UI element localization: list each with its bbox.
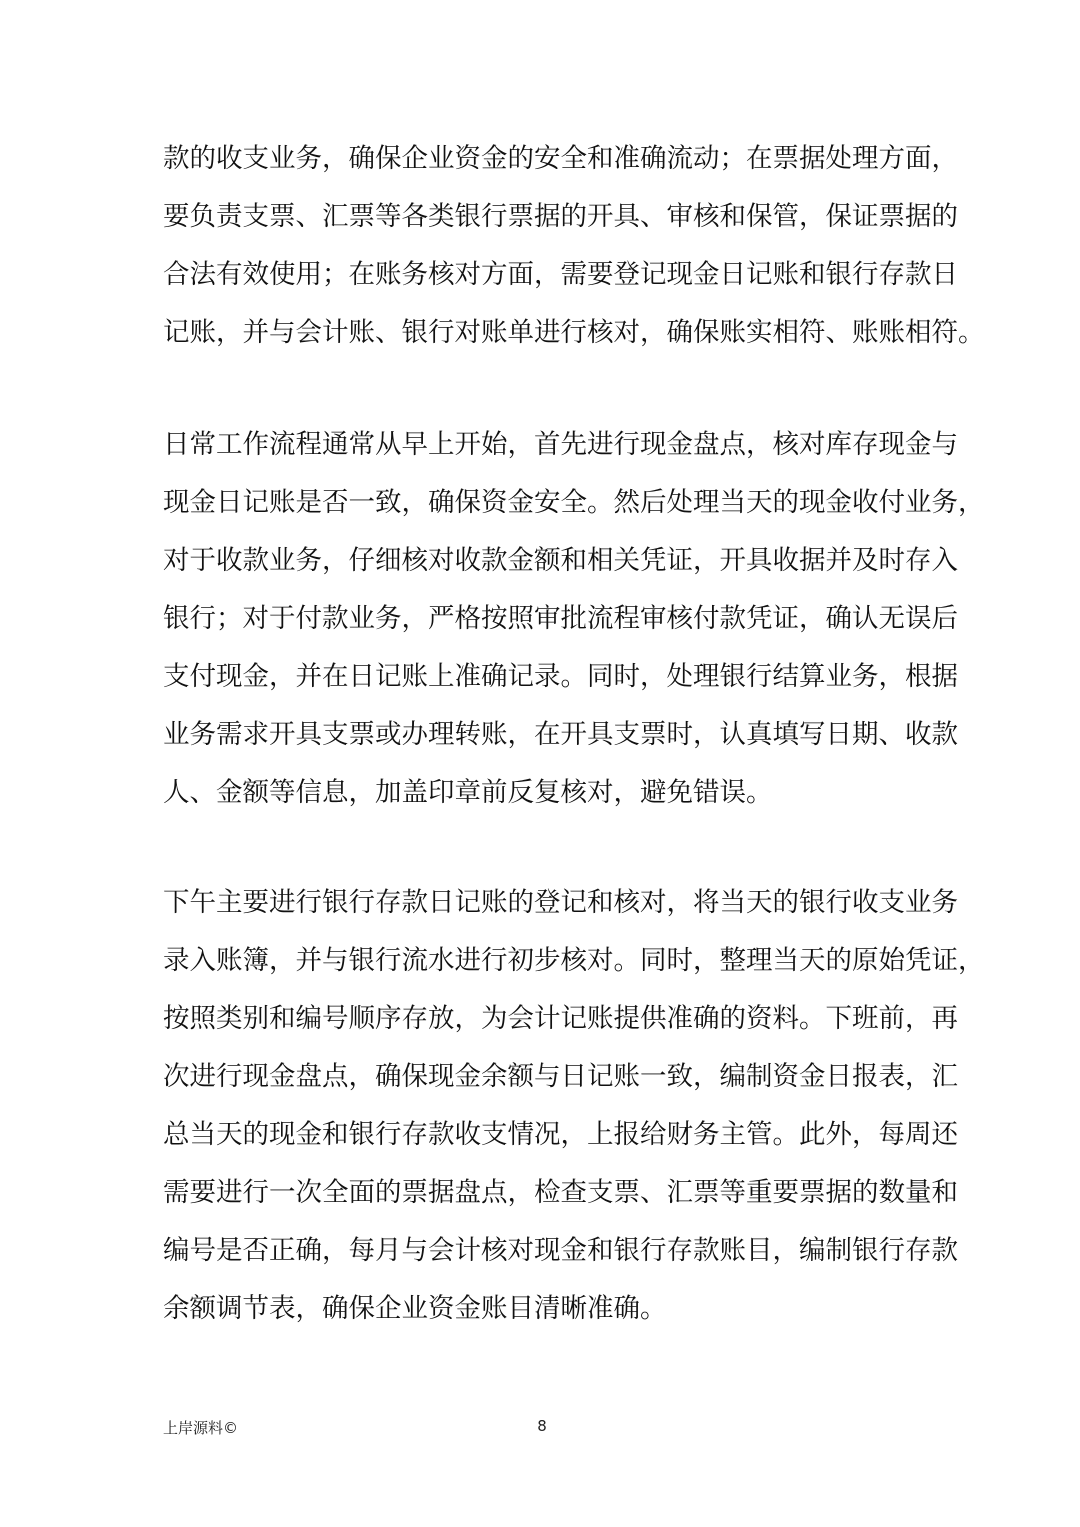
paragraph-2 <box>163 416 985 822</box>
paragraph-line: 现金日记账是否一致，确保资金安全。然后处理当天的现金收付业务， <box>163 487 985 518</box>
paragraph-line: 下午主要进行银行存款日记账的登记和核对，将当天的银行收支业务 <box>163 887 958 918</box>
paragraph-3 <box>163 874 985 1338</box>
paragraph-line: 次进行现金盘点，确保现金余额与日记账一致，编制资金日报表，汇 <box>163 1061 958 1092</box>
paragraph-line: 需要进行一次全面的票据盘点，检查支票、汇票等重要票据的数量和 <box>163 1177 958 1208</box>
paragraph-line: 总当天的现金和银行存款收支情况，上报给财务主管。此外，每周还 <box>163 1119 958 1150</box>
paragraph-line: 银行；对于付款业务，严格按照审批流程审核付款凭证，确认无误后 <box>163 603 958 634</box>
paragraph-line: 余额调节表，确保企业资金账目清晰准确。 <box>163 1293 667 1324</box>
paragraph-1 <box>163 130 985 362</box>
paragraph-line: 录入账簿，并与银行流水进行初步核对。同时，整理当天的原始凭证， <box>163 945 985 976</box>
paragraph-line: 按照类别和编号顺序存放，为会计记账提供准确的资料。下班前，再 <box>163 1003 958 1034</box>
paragraph-line: 款的收支业务，确保企业资金的安全和准确流动；在票据处理方面， <box>163 143 958 174</box>
paragraph-line: 业务需求开具支票或办理转账，在开具支票时，认真填写日期、收款 <box>163 719 958 750</box>
paragraph-line: 日常工作流程通常从早上开始，首先进行现金盘点，核对库存现金与 <box>163 429 958 460</box>
paragraph-line: 人、金额等信息，加盖印章前反复核对，避免错误。 <box>163 777 773 808</box>
paragraph-line: 编号是否正确，每月与会计核对现金和银行存款账目，编制银行存款 <box>163 1235 958 1266</box>
paragraph-line: 对于收款业务，仔细核对收款金额和相关凭证，开具收据并及时存入 <box>163 545 958 576</box>
paragraph-line: 合法有效使用；在账务核对方面，需要登记现金日记账和银行存款日 <box>163 259 958 290</box>
paragraph-line: 要负责支票、汇票等各类银行票据的开具、审核和保管，保证票据的 <box>163 201 958 232</box>
paragraph-line: 支付现金，并在日记账上准确记录。同时，处理银行结算业务，根据 <box>163 661 958 692</box>
page-number: 8 <box>537 1417 547 1435</box>
paragraph-line: 记账，并与会计账、银行对账单进行核对，确保账实相符、账账相符。 <box>163 317 985 348</box>
footer-source: 上岸源料© <box>163 1419 239 1437</box>
